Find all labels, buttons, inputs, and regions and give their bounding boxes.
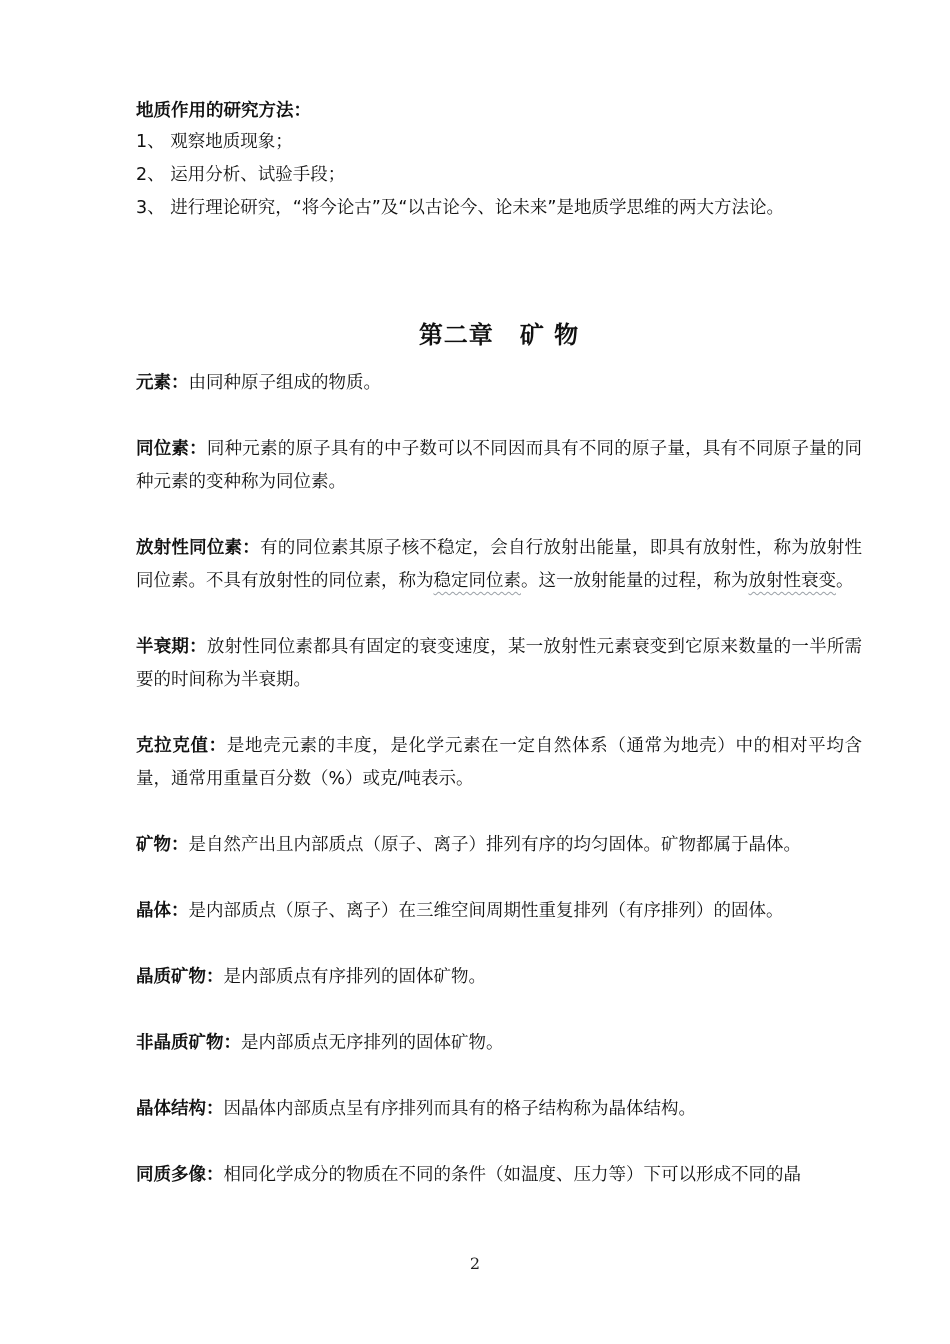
definition-text: 有的同位素其原子核不稳定，会自行放射出能量，即具有放射性，称为放射性同位素。不具有放射性的同位素，称为 (136, 538, 863, 591)
page-number: 2 (469, 1254, 481, 1273)
definition-text: 因晶体内部质点呈有序排列而具有的格子结构称为晶体结构。 (223, 1099, 696, 1119)
definition-text: 。 (836, 571, 854, 591)
definition-text: 是内部质点（原子、离子）在三维空间周期性重复排列（有序排列）的固体。 (188, 901, 784, 921)
definition-crystalline-mineral (136, 961, 862, 994)
definition-text: 由同种原子组成的物质。 (188, 373, 381, 393)
definition-text: 相同化学成分的物质在不同的条件（如温度、压力等）下可以形成不同的晶 (223, 1165, 801, 1185)
chapter-heading (136, 315, 862, 355)
definition-term: 晶体： (136, 901, 189, 921)
chapter-title: 矿 物 (519, 321, 580, 349)
method-item: 3、 进行理论研究，“将今论古”及“以古论今、论未来”是地质学思维的两大方法论。 (136, 198, 784, 218)
method-item: 2、 运用分析、试验手段； (136, 165, 346, 185)
definition-half-life (136, 631, 862, 697)
definition-crystal-structure (136, 1093, 862, 1126)
definition-clarke-value (136, 730, 862, 796)
definition-text: 是地壳元素的丰度，是化学元素在一定自然体系（通常为地壳）中的相对平均含量，通常用重量百分数（%）或克/吨表示。 (136, 736, 863, 789)
definition-term: 半衰期： (136, 637, 207, 657)
definition-mineral (136, 829, 862, 862)
methods-title: 地质作用的研究方法： (136, 101, 311, 121)
definition-text: 。这一放射能量的过程，称为 (521, 571, 749, 591)
definition-text: 是自然产出且内部质点（原子、离子）排列有序的均匀固体。矿物都属于晶体。 (188, 835, 801, 855)
definition-term: 克拉克值： (136, 736, 227, 756)
definition-term: 晶体结构： (136, 1099, 224, 1119)
definition-polymorphism (136, 1159, 862, 1192)
methods-section (136, 96, 862, 225)
definition-text: 是内部质点无序排列的固体矿物。 (241, 1033, 504, 1053)
definition-term: 晶质矿物： (136, 967, 224, 987)
definition-term: 同位素： (136, 439, 207, 459)
definition-element (136, 367, 862, 400)
definition-text: 同种元素的原子具有的中子数可以不同因而具有不同的原子量，具有不同原子量的同种元素的变种称为同位素。 (136, 439, 863, 492)
method-item: 1、 观察地质现象； (136, 132, 293, 152)
definition-term: 非晶质矿物： (136, 1033, 241, 1053)
definition-text: 放射性同位素都具有固定的衰变速度，某一放射性元素衰变到它原来数量的一半所需要的时间称为半衰期。 (136, 637, 863, 690)
page-content (136, 96, 862, 1225)
spellcheck-underlined-text: 稳定同位素 (433, 571, 521, 591)
definition-term: 同质多像： (136, 1165, 224, 1185)
chapter-number: 第二章 (418, 321, 494, 349)
definition-crystal (136, 895, 862, 928)
spellcheck-underlined-text: 放射性衰变 (748, 571, 836, 591)
definition-radioactive-isotope (136, 532, 862, 598)
definition-term: 元素： (136, 373, 189, 393)
definition-amorphous-mineral (136, 1027, 862, 1060)
definition-term: 矿物： (136, 835, 189, 855)
definition-term: 放射性同位素： (136, 538, 260, 558)
definition-isotope (136, 433, 862, 499)
definition-text: 是内部质点有序排列的固体矿物。 (223, 967, 486, 987)
